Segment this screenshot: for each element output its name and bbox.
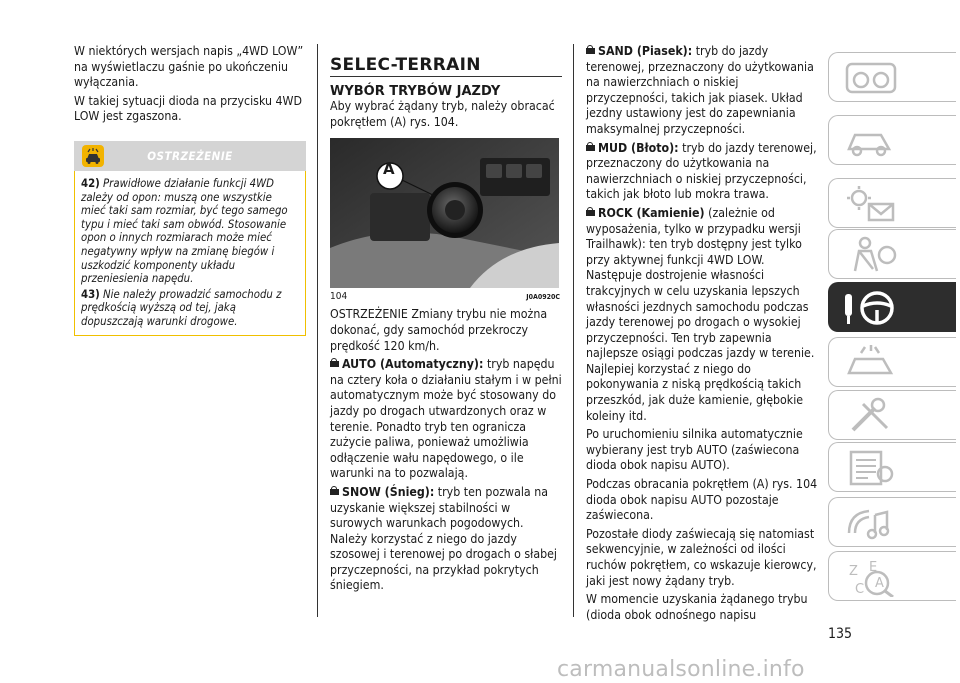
mode-text: (zależnie od wyposażenia, tylko w przypadku wersji Trailhawk): ten tryb dostępny jest tylko przy aktywnej funkcji 4WD LOW. Następuje dostrojenie własności trakcyjnych w celu uzyskania lepszych własności jezdnych samochodu podczas jazdy terenowej po drogach o wysokiej przyczepności. Ten tryb zapewnia najlepsze osiągi podczas jazdy w terenie. Najlepiej korzystać z niego do pokonywania z niską prędkością takich przeszkód, jak duże kamienie, głębokie koleiny itd. (586, 205, 815, 423)
key-bullet-icon (330, 489, 339, 495)
paragraph-knob-turn: Podczas obracania pokrętłem (A) rys. 104 dioda obok napisu AUTO pozostaje zaświecona. (586, 477, 818, 523)
figure-callout-a: A (383, 160, 395, 179)
page-number: 135 (828, 626, 853, 642)
mode-label: SNOW (Śnieg): (342, 484, 435, 499)
mode-mud (586, 141, 818, 203)
warning-header (74, 141, 306, 171)
warning-text: Nie należy prowadzić samochodu z prędkością wyższą od tej, jaką dopuszczają warunki drogowe. (81, 287, 282, 328)
mode-auto (330, 357, 562, 482)
chapter-tab-emergency[interactable] (828, 337, 956, 387)
mode-text: tryb ten pozwala na uzyskanie większej stabilności w surowych warunkach pogodowych. Należy korzystać z niego do jazdy szosowej i terenowej po drogach o słabej przyczepności, na przykład pokrytych śniegiem. (330, 484, 558, 593)
alphabetical-index-icon (841, 557, 901, 597)
mode-text: tryb do jazdy terenowej, przeznaczony do użytkowania na nawierzchniach o niskiej przyczepności, takich jak piasek. Układ jezdny ustawiony jest do zapewniania maksymalnej przyczepności. (586, 44, 814, 136)
svg-text:Z: Z (849, 564, 858, 579)
chapter-tab-getting-to-know[interactable] (828, 115, 956, 165)
warning-item-42 (81, 177, 299, 286)
technical-data-icon (841, 448, 901, 488)
paragraph-engine-start: Po uruchomieniu silnika automatycznie wybierany jest tryb AUTO (zaświecona dioda obok napisu AUTO). (586, 427, 803, 473)
warning-number: 42) (81, 176, 100, 190)
mode-text: tryb do jazdy terenowej, przeznaczony do użytkowania na nawierzchniach o niskiej przyczepności, takich jak błoto lub mokra trawa. (586, 140, 817, 202)
paragraph-intro: Aby wybrać żądany tryb, należy obracać pokrętłem (A) rys. 104. (330, 99, 555, 129)
column-middle (330, 44, 562, 597)
warning-light-envelope-icon (841, 184, 901, 224)
wrench-screwdriver-icon (841, 396, 901, 436)
chapter-tab-safety[interactable] (828, 229, 956, 279)
figure-number: 104 (330, 291, 348, 303)
chapter-tab-dashboard[interactable] (828, 52, 956, 102)
chapter-tab-maintenance[interactable] (828, 390, 956, 440)
warning-title: OSTRZEŻENIE (147, 148, 233, 163)
paragraph-other-leds: Pozostałe diody zaświecają się natomiast sekwencyjnie, w zależności od ilości ruchów pokrętłem, co wskazuje kierowcy, jaki jest nowy żądany tryb. (586, 526, 817, 588)
multimedia-icon (841, 503, 901, 543)
svg-text:E: E (869, 560, 878, 575)
mode-label: AUTO (Automatyczny): (342, 357, 484, 372)
section-heading: SELEC-TERRAIN (330, 58, 562, 77)
seatbelt-airbag-icon (841, 235, 901, 275)
paragraph-mode-change: OSTRZEŻENIE Zmiany trybu nie można dokonać, gdy samochód przekroczy prędkość 120 km/h. (330, 307, 548, 353)
warning-item-43 (81, 288, 299, 329)
mode-label: ROCK (Kamienie) (598, 205, 705, 220)
mode-label: SAND (Piasek): (598, 44, 693, 58)
chapter-tab-multimedia[interactable] (828, 497, 956, 547)
key-bullet-icon (586, 48, 595, 54)
warning-number: 43) (81, 287, 100, 301)
key-bullet-icon (586, 145, 595, 151)
warning-box (74, 171, 306, 336)
column-left (74, 44, 306, 336)
figure-code: J0A0920C (526, 293, 560, 302)
chapter-tab-instrument-panel[interactable] (828, 178, 956, 228)
chapter-tab-index[interactable] (828, 551, 956, 601)
key-bullet-icon (586, 210, 595, 216)
mode-rock (586, 206, 818, 424)
mode-label: MUD (Błoto): (598, 140, 679, 155)
mode-sand (586, 44, 818, 138)
warning-text: Prawidłowe działanie funkcji 4WD zależy od opon: muszą one wszystkie mieć taki sam rozmiar, być tego samego typu i mieć taki sam obwód. Stosowanie opon o innych rozmiarach może mieć negatywny wpływ na zmianę biegów i uszkodzić komponenty układu przeniesienia napędu. (81, 176, 288, 286)
key-bullet-icon (330, 361, 339, 367)
chapter-tab-starting-driving[interactable] (828, 282, 956, 332)
figure-selec-terrain-knob (330, 138, 559, 288)
paragraph-mode-reached: W momencie uzyskania żądanego trybu (dioda obok odnośnego napisu (586, 592, 808, 622)
column-divider (573, 44, 574, 617)
svg-text:A: A (875, 576, 884, 591)
paragraph-4wd-low-display: W niektórych wersjach napis „4WD LOW” na wyświetlaczu gaśnie po ukończeniu wyłączania. (74, 44, 304, 90)
svg-text:C: C (855, 582, 865, 597)
column-right (586, 44, 818, 626)
chapter-tab-technical-data[interactable] (828, 442, 956, 492)
car-dashboard-icon (841, 58, 901, 98)
car-warning-icon (841, 343, 901, 383)
mode-text: tryb napędu na cztery koła o działaniu stałym i w pełni automatycznym może być stosowany do jazdy po drogach utwardzonych oraz w terenie. Ponadto tryb ten ogranicza zużycie paliwa, ponieważ umożliwia odłączenie wału napędowego, o ile warunki na to pozwalają. (330, 357, 562, 481)
paragraph-4wd-low-led: W takiej sytuacji dioda na przycisku 4WD LOW jest zgaszona. (74, 93, 303, 124)
figure-caption (330, 289, 562, 301)
mode-snow (330, 485, 562, 594)
car-keys-icon (841, 121, 901, 161)
column-divider (317, 44, 318, 617)
watermark: carmanualsonline.info (557, 657, 805, 682)
subsection-heading: WYBÓR TRYBÓW JAZDY (330, 83, 501, 99)
key-steering-wheel-icon (841, 288, 901, 328)
